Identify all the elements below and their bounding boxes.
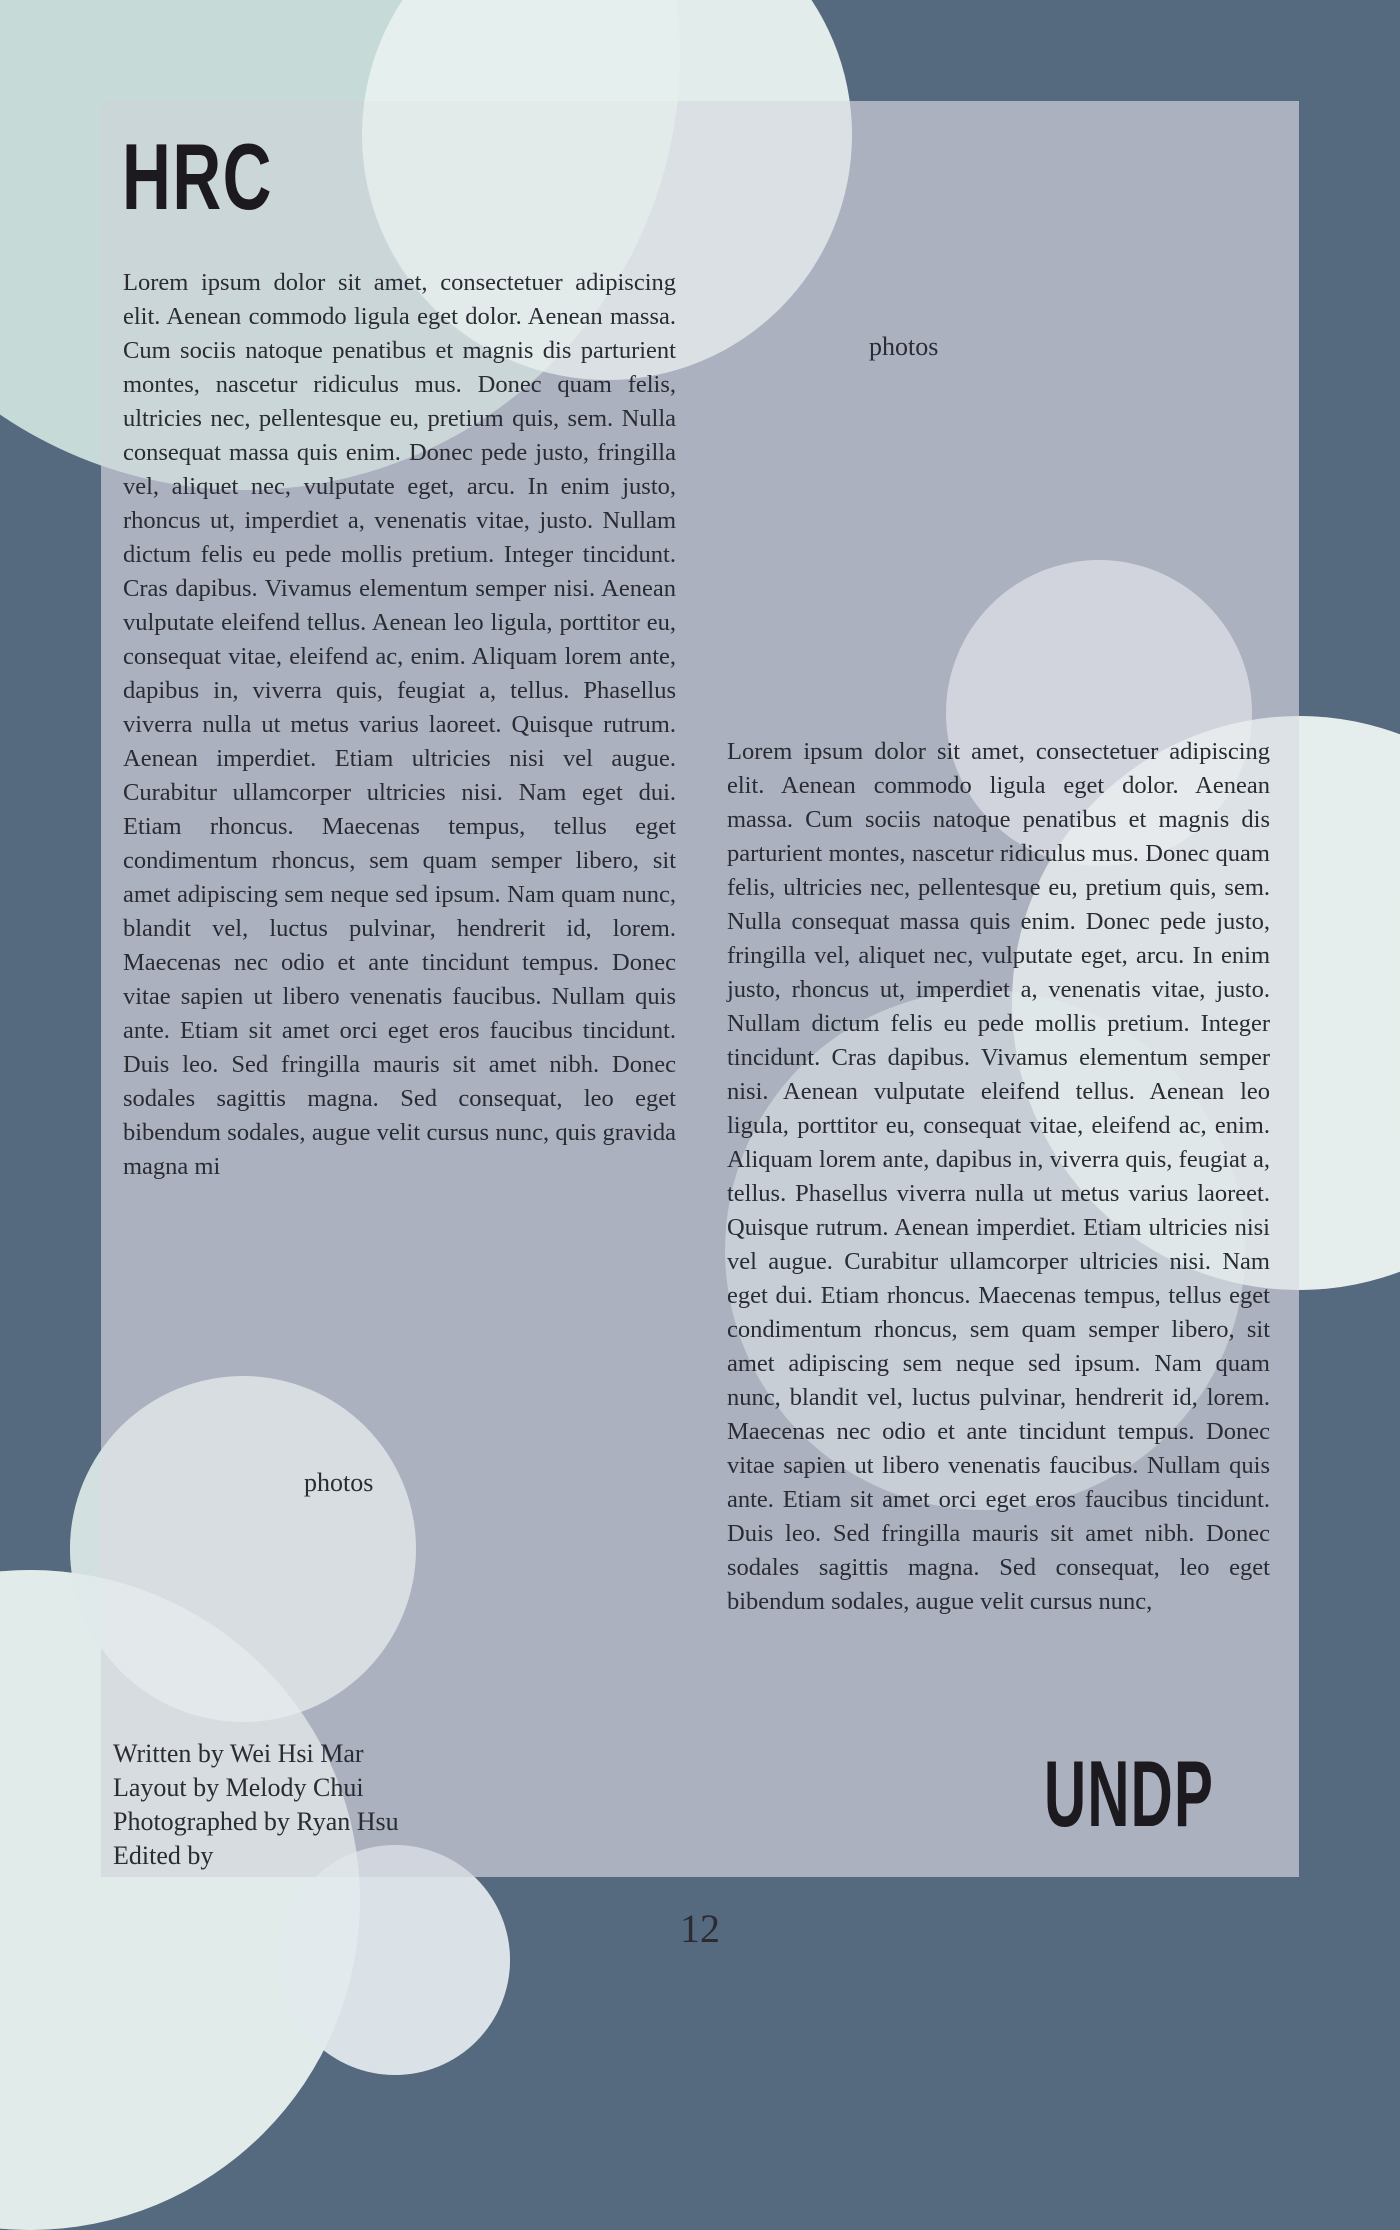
overlay-bubble-bottom-center — [280, 1845, 510, 2075]
left-text-column: Lorem ipsum dolor sit amet, consectetuer adipiscing elit. Aenean commodo ligula eget dolor. Aenean massa. Cum sociis natoque penatibus et magnis dis parturient montes, nascetur ridiculus mus. Donec quam felis, ultricies nec, pellentesque eu, pretium quis, sem. Nulla consequat massa quis enim. Donec pede justo, fringilla vel, aliquet nec, vulputate eget, arcu. In enim justo, rhoncus ut, imperdiet a, venenatis vitae, justo. Nullam dictum felis eu pede mollis pretium. Integer tincidunt. Cras dapibus. Vivamus elementum semper nisi. Aenean vulputate eleifend tellus. Aenean leo ligula, porttitor eu, consequat vitae, eleifend ac, enim. Aliquam lorem ante, dapibus in, viverra quis, feugiat a, tellus. Phasellus viverra nulla ut metus varius laoreet. Quisque rutrum. Aenean imperdiet. Etiam ultricies nisi vel augue. Curabitur ullamcorper ultricies nisi. Nam eget dui. Etiam rhoncus. Maecenas tempus, tellus eget condimentum rhoncus, sem quam semper libero, sit amet adipiscing sem neque sed ipsum. Nam quam nunc, blandit vel, luctus pulvinar, hendrerit id, lorem. Maecenas nec odio et ante tincidunt tempus. Donec vitae sapien ut libero venenatis faucibus. Nullam quis ante. Etiam sit amet orci eget eros faucibus tincidunt. Duis leo. Sed fringilla mauris sit amet nibh. Donec sodales sagittis magna. Sed consequat, leo eget bibendum sodales, augue velit cursus nunc, quis gravida magna mi — [123, 269, 676, 1180]
photo-placeholder-top: photos — [869, 332, 939, 361]
credit-editor: Edited by — [113, 1841, 214, 1870]
hrc-logo: HRC — [122, 124, 273, 229]
page-number: 12 — [680, 1906, 720, 1951]
credit-photographer: Photographed by Ryan Hsu — [113, 1807, 399, 1836]
credit-layout: Layout by Melody Chui — [113, 1773, 364, 1802]
undp-logo: UNDP — [1044, 1741, 1215, 1846]
credit-writer: Written by Wei Hsi Mar — [113, 1739, 364, 1768]
photo-placeholder-bottom: photos — [304, 1468, 374, 1497]
credits-block — [113, 1737, 399, 1873]
right-text-column: Lorem ipsum dolor sit amet, consectetuer adipiscing elit. Aenean commodo ligula eget dolor. Aenean massa. Cum sociis natoque penatibus et magnis dis parturient montes, nascetur ridiculus mus. Donec quam felis, ultricies nec, pellentesque eu, pretium quis, sem. Nulla consequat massa quis enim. Donec pede justo, fringilla vel, aliquet nec, vulputate eget, arcu. In enim justo, rhoncus ut, imperdiet a, venenatis vitae, justo. Nullam dictum felis eu pede mollis pretium. Integer tincidunt. Cras dapibus. Vivamus elementum semper nisi. Aenean vulputate eleifend tellus. Aenean leo ligula, porttitor eu, consequat vitae, eleifend ac, enim. Aliquam lorem ante, dapibus in, viverra quis, feugiat a, tellus. Phasellus viverra nulla ut metus varius laoreet. Quisque rutrum. Aenean imperdiet. Etiam ultricies nisi vel augue. Curabitur ullamcorper ultricies nisi. Nam eget dui. Etiam rhoncus. Maecenas tempus, tellus eget condimentum rhoncus, sem quam semper libero, sit amet adipiscing sem neque sed ipsum. Nam quam nunc, blandit vel, luctus pulvinar, hendrerit id, lorem. Maecenas nec odio et ante tincidunt tempus. Donec vitae sapien ut libero venenatis faucibus. Nullam quis ante. Etiam sit amet orci eget eros faucibus tincidunt. Duis leo. Sed fringilla mauris sit amet nibh. Donec sodales sagittis magna. Sed consequat, leo eget bibendum sodales, augue velit cursus nunc, — [727, 738, 1270, 1615]
